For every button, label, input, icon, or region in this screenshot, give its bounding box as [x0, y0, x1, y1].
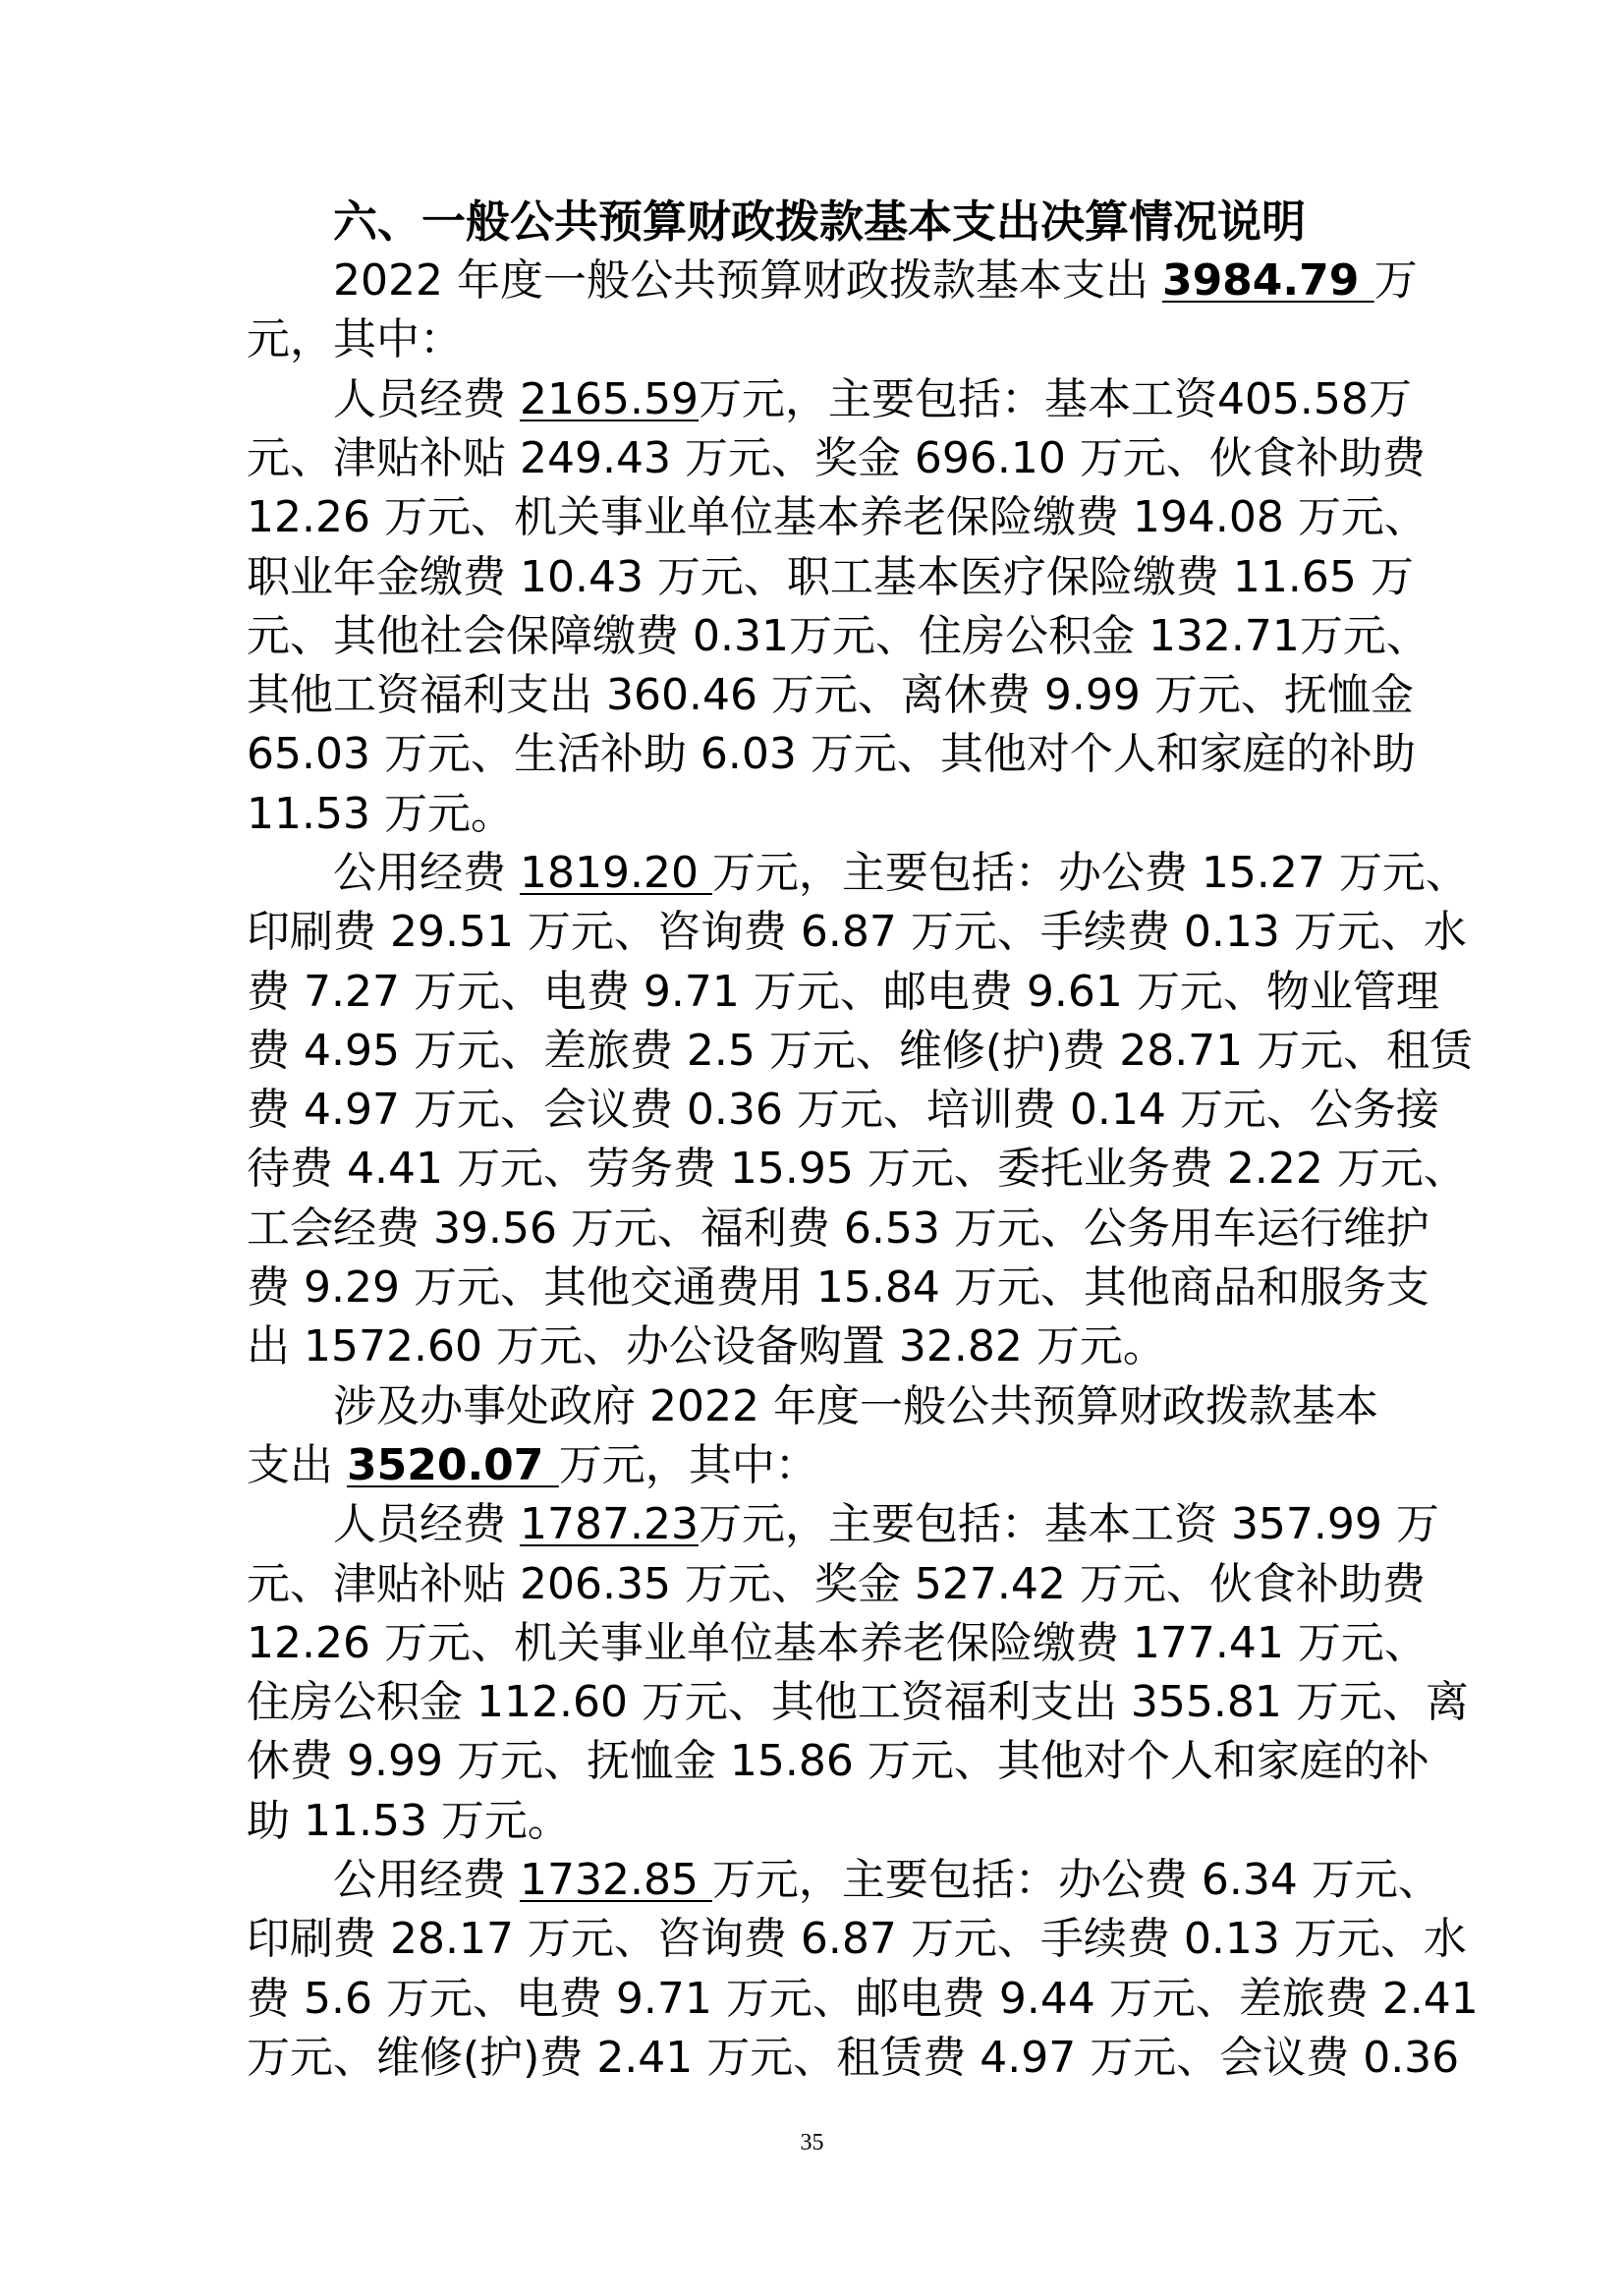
- public-line: 工会经费 39.56 万元、福利费 6.53 万元、公务用车运行维护: [247, 1203, 1429, 1254]
- office-personnel-line: 助 11.53 万元。: [247, 1796, 571, 1846]
- total-line-2: 元，其中：: [247, 314, 463, 364]
- personnel-line: 12.26 万元、机关事业单位基本养老保险缴费 194.08 万元、: [247, 492, 1428, 542]
- office-public-suffix: 万元，主要包括：办公费 6.34 万元、: [711, 1855, 1441, 1905]
- total-suffix: 万: [1373, 255, 1418, 306]
- office-public-line: 印刷费 28.17 万元、咨询费 6.87 万元、手续费 0.13 万元、水: [247, 1914, 1467, 1964]
- public-line: 费 4.97 万元、会议费 0.36 万元、培训费 0.14 万元、公务接: [247, 1085, 1439, 1135]
- personnel-line: 元、其他社会保障缴费 0.31万元、住房公积金 132.71万元、: [247, 611, 1429, 661]
- personnel-line: 元、津贴补贴 249.43 万元、奖金 696.10 万元、伙食补助费: [247, 433, 1426, 483]
- office-personnel-line: 休费 9.99 万元、抚恤金 15.86 万元、其他对个人和家庭的补: [247, 1736, 1429, 1786]
- personnel-line: 职业年金缴费 10.43 万元、职工基本医疗保险缴费 11.65 万: [247, 552, 1414, 602]
- office-personnel-line: 元、津贴补贴 206.35 万元、奖金 527.42 万元、伙食补助费: [247, 1559, 1426, 1609]
- office-personnel-prefix: 人员经费: [333, 1499, 520, 1549]
- page-number: 35: [800, 2130, 824, 2155]
- total-amount: 3984.79: [1161, 255, 1374, 306]
- office-public-prefix: 公用经费: [333, 1855, 520, 1905]
- office-total-prefix: 支出: [247, 1440, 347, 1490]
- office-public-line-1: [333, 1851, 1473, 1910]
- office-personnel-amount: 1787.23: [520, 1499, 699, 1549]
- public-line-1: [333, 844, 1473, 903]
- personnel-line: 11.53 万元。: [247, 789, 514, 839]
- office-personnel-suffix: 万元，主要包括：基本工资 357.99 万: [698, 1499, 1439, 1549]
- office-personnel-line: 住房公积金 112.60 万元、其他工资福利支出 355.81 万元、离: [247, 1677, 1469, 1727]
- office-public-line: 费 5.6 万元、电费 9.71 万元、邮电费 9.44 万元、差旅费 2.41: [247, 1974, 1479, 2024]
- office-personnel-line-1: [333, 1495, 1473, 1554]
- personnel-prefix: 人员经费: [333, 374, 520, 424]
- public-line: 费 9.29 万元、其他交通费用 15.84 万元、其他商品和服务支: [247, 1262, 1429, 1313]
- office-personnel-line: 12.26 万元、机关事业单位基本养老保险缴费 177.41 万元、: [247, 1618, 1428, 1668]
- public-suffix: 万元，主要包括：办公费 15.27 万元、: [711, 848, 1469, 898]
- office-public-line: 万元、维修(护)费 2.41 万元、租赁费 4.97 万元、会议费 0.36: [247, 2033, 1460, 2083]
- personnel-line-1: [333, 370, 1473, 429]
- section-heading: 六、一般公共预算财政拨款基本支出决算情况说明: [333, 196, 1307, 248]
- total-prefix: 2022 年度一般公共预算财政拨款基本支出: [333, 255, 1162, 306]
- office-total-suffix: 万元，其中：: [558, 1440, 818, 1490]
- personnel-amount: 2165.59: [520, 374, 699, 424]
- public-line: 待费 4.41 万元、劳务费 15.95 万元、委托业务费 2.22 万元、: [247, 1144, 1467, 1194]
- personnel-line: 其他工资福利支出 360.46 万元、离休费 9.99 万元、抚恤金: [247, 670, 1414, 720]
- office-total-amount: 3520.07: [347, 1440, 559, 1490]
- office-public-amount: 1732.85: [520, 1855, 712, 1905]
- public-line: 费 4.95 万元、差旅费 2.5 万元、维修(护)费 28.71 万元、租赁: [247, 1026, 1474, 1076]
- personnel-suffix: 万元，主要包括：基本工资405.58万: [698, 374, 1412, 424]
- total-line-1: [333, 252, 1473, 310]
- public-line: 印刷费 29.51 万元、咨询费 6.87 万元、手续费 0.13 万元、水: [247, 907, 1467, 957]
- public-prefix: 公用经费: [333, 848, 520, 898]
- public-line: 出 1572.60 万元、办公设备购置 32.82 万元。: [247, 1321, 1166, 1371]
- personnel-line: 65.03 万元、生活补助 6.03 万元、其他对个人和家庭的补助: [247, 729, 1416, 779]
- office-total-line-1: 涉及办事处政府 2022 年度一般公共预算财政拨款基本: [333, 1381, 1378, 1431]
- public-line: 费 7.27 万元、电费 9.71 万元、邮电费 9.61 万元、物业管理: [247, 967, 1439, 1017]
- public-amount: 1819.20: [520, 848, 712, 898]
- office-total-line-2: [247, 1436, 1386, 1495]
